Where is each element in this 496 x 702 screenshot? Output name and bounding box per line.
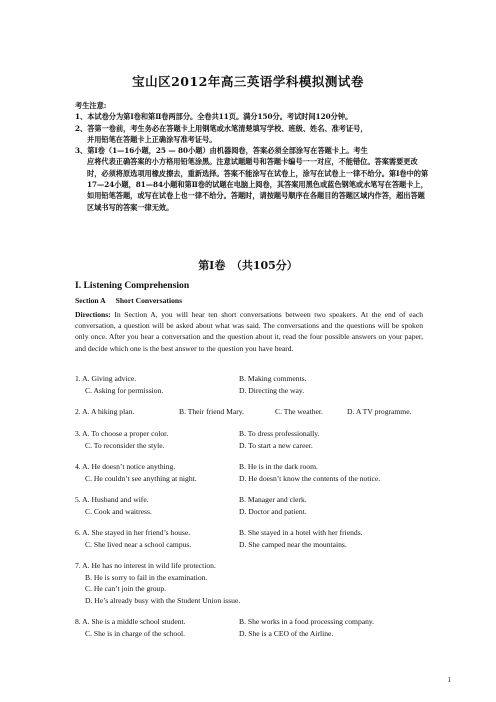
option: 3. A. To choose a proper color. xyxy=(75,429,169,438)
page-number: 1 xyxy=(447,676,451,684)
option: B. Their friend Mary. xyxy=(179,407,244,416)
note-text: 1、本试卷分为第Ⅰ卷和第Ⅱ卷两部分。全卷共11页。满分150分。考试时间120分钟。 xyxy=(75,112,353,122)
option: C. Asking for permission. xyxy=(85,385,164,395)
question-8 xyxy=(75,616,435,639)
option: D. He’s already busy with the Student Union issue. xyxy=(85,595,241,605)
question-1 xyxy=(75,373,435,396)
note-item xyxy=(75,123,430,146)
section-heading: I. Listening Comprehension xyxy=(75,280,190,291)
option: D. To start a new career. xyxy=(239,440,313,450)
option: D. Directing the way. xyxy=(239,385,305,395)
option: C. He couldn’t see anything at night. xyxy=(85,473,197,483)
note-item xyxy=(75,145,430,213)
option: 1. A. Giving advice. xyxy=(75,374,137,383)
option: C. She is in charge of the school. xyxy=(85,628,186,638)
note-text-continued: 应将代表正确答案的小方格用铅笔涂黑。注意试题题号和答题卡编号一一对应，不能错位。答案需要更改时，必须将原选项用橡皮擦去，重新选择。答案不能涂写在试卷上，涂写在试卷上一律不给分。第Ⅰ卷中的第17—24小题，81—84小题和第Ⅱ卷的试题在电脑上阅卷，其答案用黑色或蓝色钢笔或水笔写在答题卡上，如用铅笔答题，或写在试卷上也一律不给分。答题时，请按题号顺序在各题目的答题区域内作答，超出答题区域书写的答案一律无效。 xyxy=(87,157,429,212)
option: D. A TV programme. xyxy=(347,407,412,416)
option: B. To dress professionally. xyxy=(239,429,320,438)
option: C. He can’t join the group. xyxy=(85,584,167,594)
part-one-title: 第Ⅰ卷 （共105分） xyxy=(198,259,298,272)
section-a-title: Short Conversations xyxy=(115,296,183,305)
question-4 xyxy=(75,461,435,484)
note-text-continued: 并用铅笔在答题卡上正确涂写准考证号。 xyxy=(87,134,217,144)
option: B. She stayed in a hotel with her friends. xyxy=(239,528,363,537)
option: D. She is a CEO of the Airline. xyxy=(239,628,334,638)
option: 6. A. She stayed in her friend’s house. xyxy=(75,528,191,537)
option: 2. A. A hiking plan. xyxy=(75,407,135,416)
directions-label: Directions: xyxy=(75,310,111,319)
option: B. He is in the dark room. xyxy=(239,462,318,471)
question-7 xyxy=(75,560,435,606)
option: 8. A. She is a middle school student. xyxy=(75,617,186,626)
option: D. Doctor and patient. xyxy=(239,506,307,516)
note-text: 3、第Ⅰ卷（1—16小题，25 — 80小题）由机器阅卷，答案必须全部涂写在答题卡上。考生 xyxy=(75,146,368,156)
option: C. The weather. xyxy=(275,407,323,416)
option: B. Manager and clerk. xyxy=(239,495,307,504)
option: B. She works in a food processing company. xyxy=(239,617,375,626)
option: C. She lived near a school campus. xyxy=(85,539,192,549)
option: C. Cook and waitress. xyxy=(85,506,152,516)
section-a-label: Section A xyxy=(75,296,106,305)
option: D. She camped near the mountains. xyxy=(239,539,347,549)
question-5 xyxy=(75,494,435,517)
question-3 xyxy=(75,428,435,451)
question-6 xyxy=(75,527,435,550)
directions-text: In Section A, you will hear ten short conversations between two speakers. At the end of each conversation, a question will be asked about what was said. The conversations and the questions will be spoken only once. After you hear a conversation and the question about it, read the four possible answers on your paper, and decide which one is the best answer to the question you have heard. xyxy=(75,310,423,353)
option: 7. A. He has no interest in wild life protection. xyxy=(75,561,216,570)
option: D. He doesn’t know the contents of the notice. xyxy=(239,473,381,483)
option: 4. A. He doesn’t notice anything. xyxy=(75,462,176,471)
option: 5. A. Husband and wife. xyxy=(75,495,149,504)
note-item xyxy=(75,111,430,122)
directions xyxy=(75,309,423,354)
option: B. He is sorry to fail in the examination. xyxy=(85,572,208,582)
notes-heading: 考生注意: xyxy=(75,101,107,110)
option: C. To reconsider the style. xyxy=(85,440,165,450)
note-text: 2、答第一卷前，考生务必在答题卡上用钢笔或水笔清楚填写学校、班级、姓名、准考证号， xyxy=(75,123,368,133)
exam-title: 宝山区2012年高三英语学科模拟测试卷 xyxy=(132,74,364,89)
section-subheading xyxy=(75,296,182,305)
option: B. Making comments. xyxy=(239,374,307,383)
exam-notes xyxy=(75,100,430,213)
question-2 xyxy=(75,406,435,418)
